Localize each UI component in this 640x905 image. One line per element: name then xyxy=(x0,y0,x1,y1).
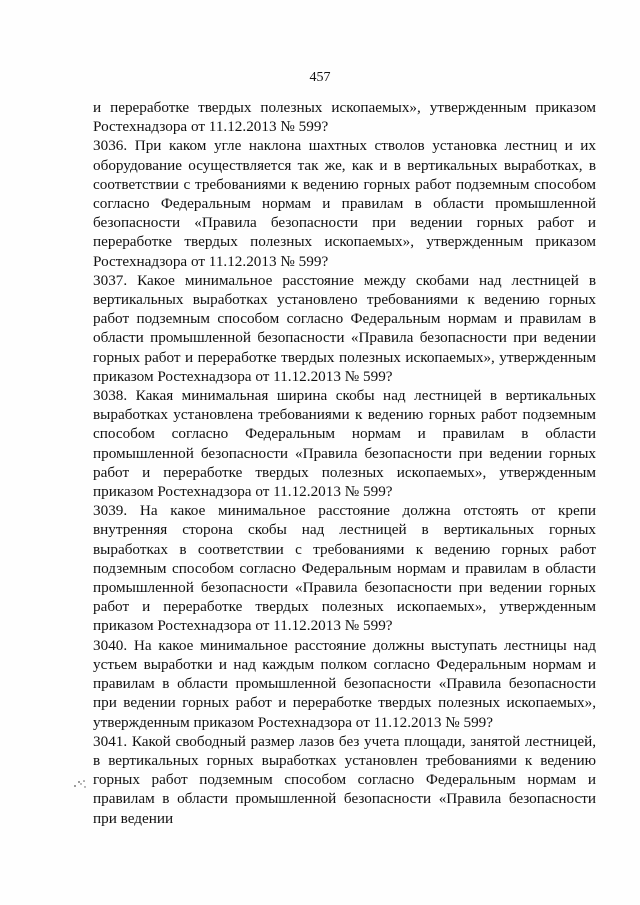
paragraph-continuation: и переработке твердых полезных ископаемых», утвержденным приказом Ростехнадзора от 11.12.2013 № 599? xyxy=(93,99,596,136)
question-3041: 3041. Какой свободный размер лазов без учета площади, занятой лестницей, в вертикальных горных выработках установлен требованиями к ведению горных работ подземным способом согласно Федеральным нормам и правилам в области промышленной безопасности «Правила безопасности при ведении xyxy=(93,732,596,827)
scan-artifact-mark xyxy=(72,778,88,793)
question-3039: 3039. На какое минимальное расстояние должна отстоять от крепи внутренняя сторона скобы над лестницей в вертикальных горных выработках в соответствии с требованиями к ведению горных работ подземным способом согласно Федеральным нормам и правилам в области промышленной безопасности «Правила безопасности при ведении горных работ и переработке твердых полезных ископаемых», утвержденным приказом Ростехнадзора от 11.12.2013 № 599? xyxy=(93,502,596,635)
question-3036: 3036. При каком угле наклона шахтных стволов установка лестниц и их оборудование осуществляется так же, как и в вертикальных выработках, в соответствии с требованиями к ведению горных работ подземным способом согласно Федеральным нормам и правилам в области промышленной безопасности «Правила безопасности при ведении горных работ и переработке твердых полезных ископаемых», утвержденным приказом Ростехнадзора от 11.12.2013 № 599? xyxy=(93,137,596,270)
question-3037: 3037. Какое минимальное расстояние между скобами над лестницей в вертикальных выработках установлено требованиями к ведению горных работ подземным способом согласно Федеральным нормам и правилам в области промышленной безопасности «Правила безопасности при ведении горных работ и переработке твердых полезных ископаемых», утвержденным приказом Ростехнадзора от 11.12.2013 № 599? xyxy=(93,271,596,385)
question-3040: 3040. На какое минимальное расстояние должны выступать лестницы над устьем выработки и над каждым полком согласно Федеральным нормам и правилам в области промышленной безопасности «Правила безопасности при ведении горных работ и переработке твердых полезных ископаемых», утвержденным приказом Ростехнадзора от 11.12.2013 № 599? xyxy=(93,636,596,731)
page-number: 457 xyxy=(309,70,331,85)
question-3038: 3038. Какая минимальная ширина скобы над лестницей в вертикальных выработках установлена требованиями к ведению горных работ подземным способом согласно Федеральным нормам и правилам в области промышленной безопасности «Правила безопасности при ведении горных работ и переработке твердых полезных ископаемых», утвержденным приказом Ростехнадзора от 11.12.2013 № 599? xyxy=(93,387,596,501)
document-body xyxy=(93,98,596,828)
